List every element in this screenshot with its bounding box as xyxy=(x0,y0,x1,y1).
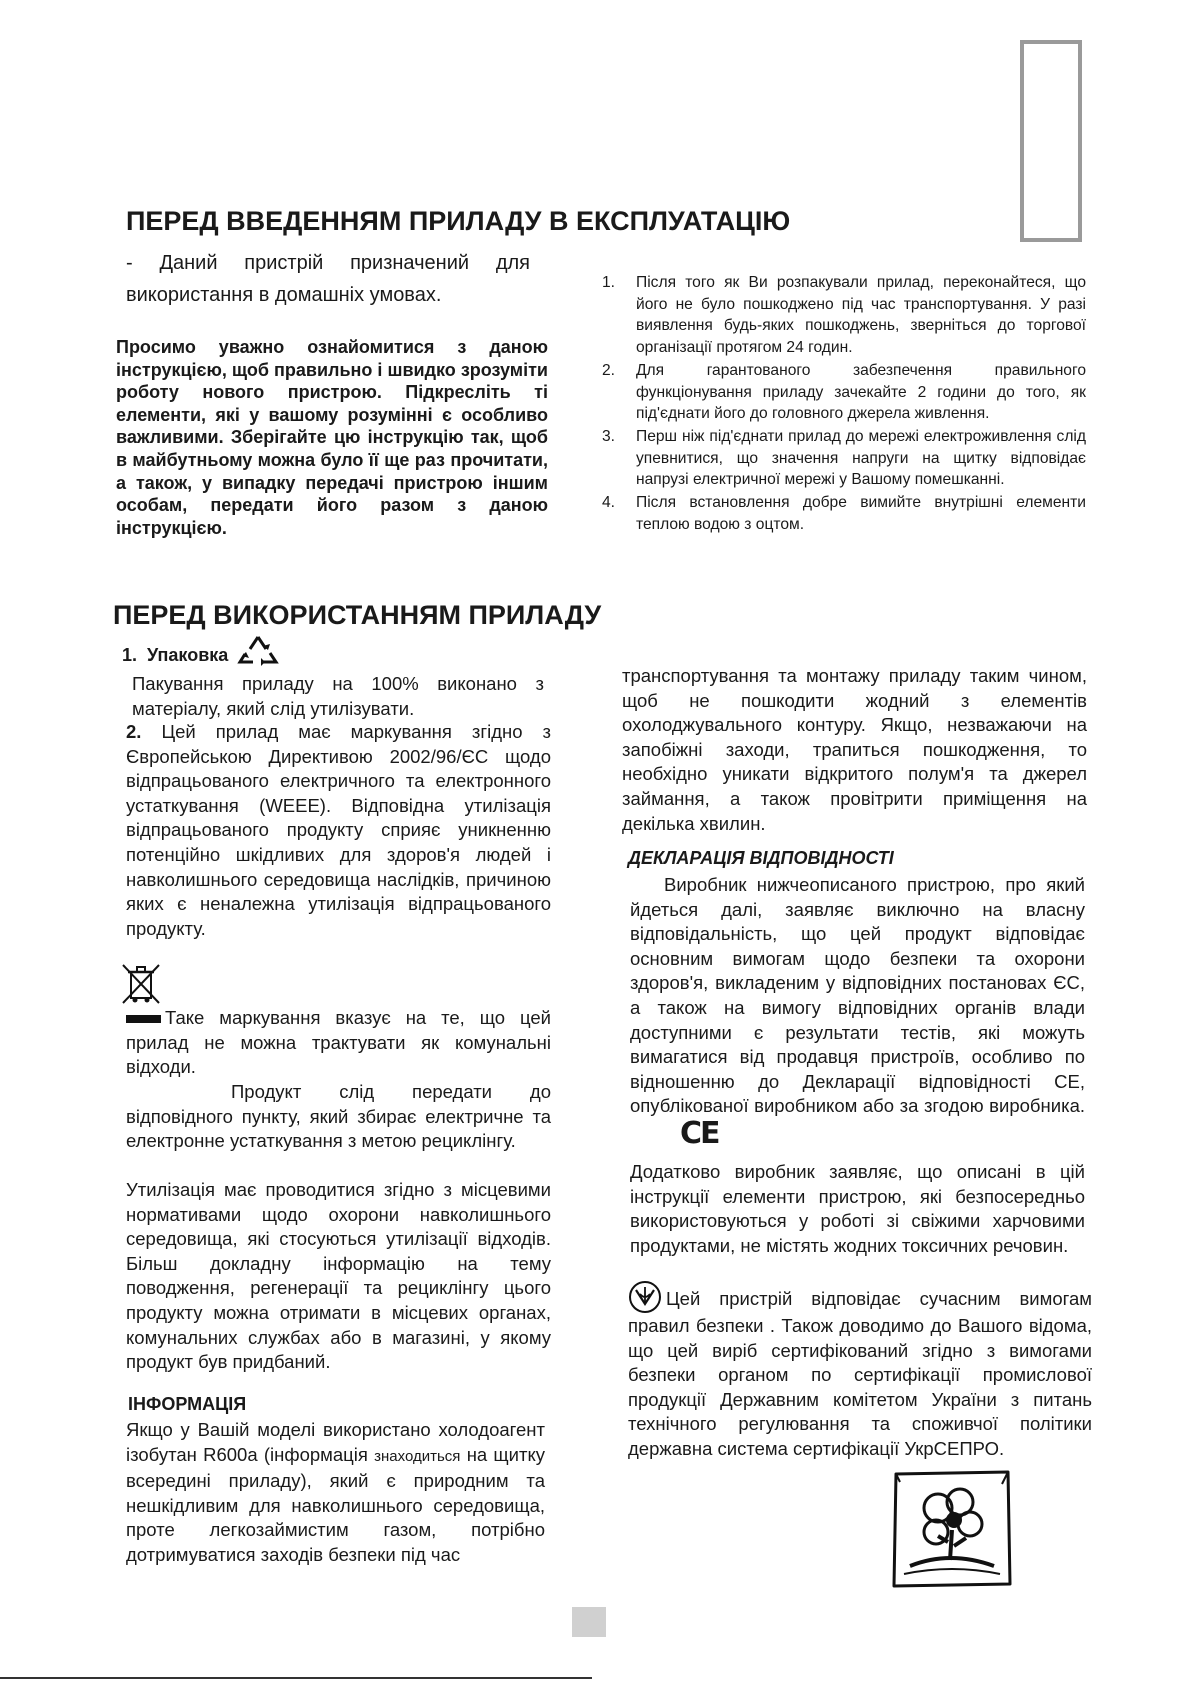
crossed-bin-icon xyxy=(120,962,162,1006)
marking-text: Таке маркування вказує на те, що цей прилад не можна трактувати як комунальні відходи. xyxy=(126,1007,551,1078)
intro-text: - Даний пристрій призначений для використання в домашніх умовах. xyxy=(126,252,530,306)
page-title-commissioning: ПЕРЕД ВВЕДЕННЯМ ПРИЛАДУ В ЕКСПЛУАТАЦІЮ xyxy=(126,206,791,236)
declaration-heading: ДЕКЛАРАЦІЯ ВІДПОВІДНОСТІ xyxy=(628,848,894,868)
info-text: Якщо у Вашій моделі використано холодоагент ізобутан R600a (інформація знаходиться на щитку всередині приладу), який є природним та нешкідливим для навколишнього середовища, проте легкозаймистим газом, потрібно дотримуватися заходів безпеки під час xyxy=(126,1419,546,1565)
list-item: 3. Перш ніж під'єднати прилад до мережі електроживлення слід упевнитися, що значення напруги на щитку відповідає напрузі електричної мережі у Вашому помешканні. xyxy=(602,427,1086,489)
eco-tree-icon xyxy=(890,1470,1014,1590)
list-item: 4. Після встановлення добре вимийте внутрішні елементи теплою водою з оцтом. xyxy=(602,494,1086,533)
intro-bold-paragraph: Просимо уважно ознайомитися з даною інструкцією, щоб правильно і швидко зрозуміти роботу нового пристрою. Підкресліть ті елементи, які у вашому розумінні є особливо важливими. Зберігайте цю інструкцію так, щоб в майбутньому можна було її ще раз прочитати, а також, у випадку передачі пристрою іншим особам, передати його разом з даною інструкцією. xyxy=(116,337,548,538)
refrigerant-continued-text: транспортування та монтажу приладу таким чином, щоб не пошкодити жодний з елементів охолоджувального контуру. Якщо, незважаючи на запобіжні заходи, трапиться пошкодження, то необхідно уникати відкритого полум'я та джерел займання, а також провітрити приміщення на декілька хвилин. xyxy=(622,665,1087,834)
ukrsepro-mark-icon xyxy=(628,1280,662,1314)
food-safety-text: Додатково виробник заявляє, що описані в цій інструкції елементи пристрою, які безпосередньо використовуються у роботі зі свіжими харчовими продуктами, не містять жодних токсичних речовин. xyxy=(630,1161,1085,1256)
certification-text: Цей пристрій відповідає сучасним вимогам правил безпеки . Також доводимо до Вашого відома, що цей виріб сертифікований згідно з вимогами безпеки органом по сертифікації промислової продукції Державним комітетом України з питань технічного регулювання та споживчої політики державна система сертифікації УкрСЕПРО. xyxy=(628,1286,1092,1462)
packaging-text: Пакування приладу на 100% виконано з матеріалу, який слід утилізувати. xyxy=(132,673,544,719)
black-bar-symbol xyxy=(126,1015,161,1023)
page-number-box xyxy=(572,1607,606,1637)
section-tab-marker xyxy=(1020,40,1082,242)
preparation-steps xyxy=(602,272,1086,535)
product-text: Продукт слід передати до відповідного пункту, який збирає електричне та електронне устаткування з метою рециклінгу. xyxy=(126,1081,551,1152)
ce-mark-icon: CE xyxy=(680,1115,719,1151)
list-item: 2. Для гарантованого забезпечення правильного функціонування приладу зачекайте 2 години до того, як під'єднати його до головного джерела живлення. xyxy=(602,361,1086,423)
section-title-usage: ПЕРЕД ВИКОРИСТАННЯМ ПРИЛАДУ xyxy=(113,600,602,630)
footer-rule xyxy=(0,1677,592,1679)
declaration-text: Виробник нижчеописаного пристрою, про який йдеться далі, заявляє виключно на власну відповідальність, що цей продукт відповідає основним вимогам щодо безпеки та охорони здоров'я, викладеним у відповідних постановах ЄС, а також на вимогу відповідних органів влади доступними є результати тестів, які можуть вимагатися від продавця пристроїв, особливо по відношенню до Декларації відповідності СЕ, опублікованої виробником або за згодою виробника. CE xyxy=(630,874,1085,1151)
weee-paragraph: 2. Цей прилад має маркування згідно з Європейською Директивою 2002/96/ЄС щодо відпрацьованого електричного та електронного устаткування (WEEE). Відповідна утилізація відпрацьованого продукту сприяє уникненню потенційно шкідливих для здоров'я людей і навколишнього середовища наслідків, причиною яких є неналежна утилізація відпрацьованого продукту. xyxy=(126,721,551,939)
disposal-text: Утилізація має проводитися згідно з місцевими нормативами щодо охорони навколишнього середовища, які стосуються утилізації відходів. Більш докладну інформацію на тему поводження, регенерації та рециклінгу цього продукту можна отримати в місцевих органах, комунальних службах або в магазині, у якому продукт був придбаний. xyxy=(126,1179,551,1373)
info-heading: ІНФОРМАЦІЯ xyxy=(128,1394,247,1414)
packaging-heading: 1. Упаковка xyxy=(122,644,279,668)
recycle-icon xyxy=(237,634,279,668)
list-item: 1. Після того як Ви розпакували прилад, переконайтеся, що його не було пошкоджено під час транспортування. У разі виявлення будь-яких пошкоджень, зверніться до торгової організації протягом 24 годин. xyxy=(602,274,1086,357)
